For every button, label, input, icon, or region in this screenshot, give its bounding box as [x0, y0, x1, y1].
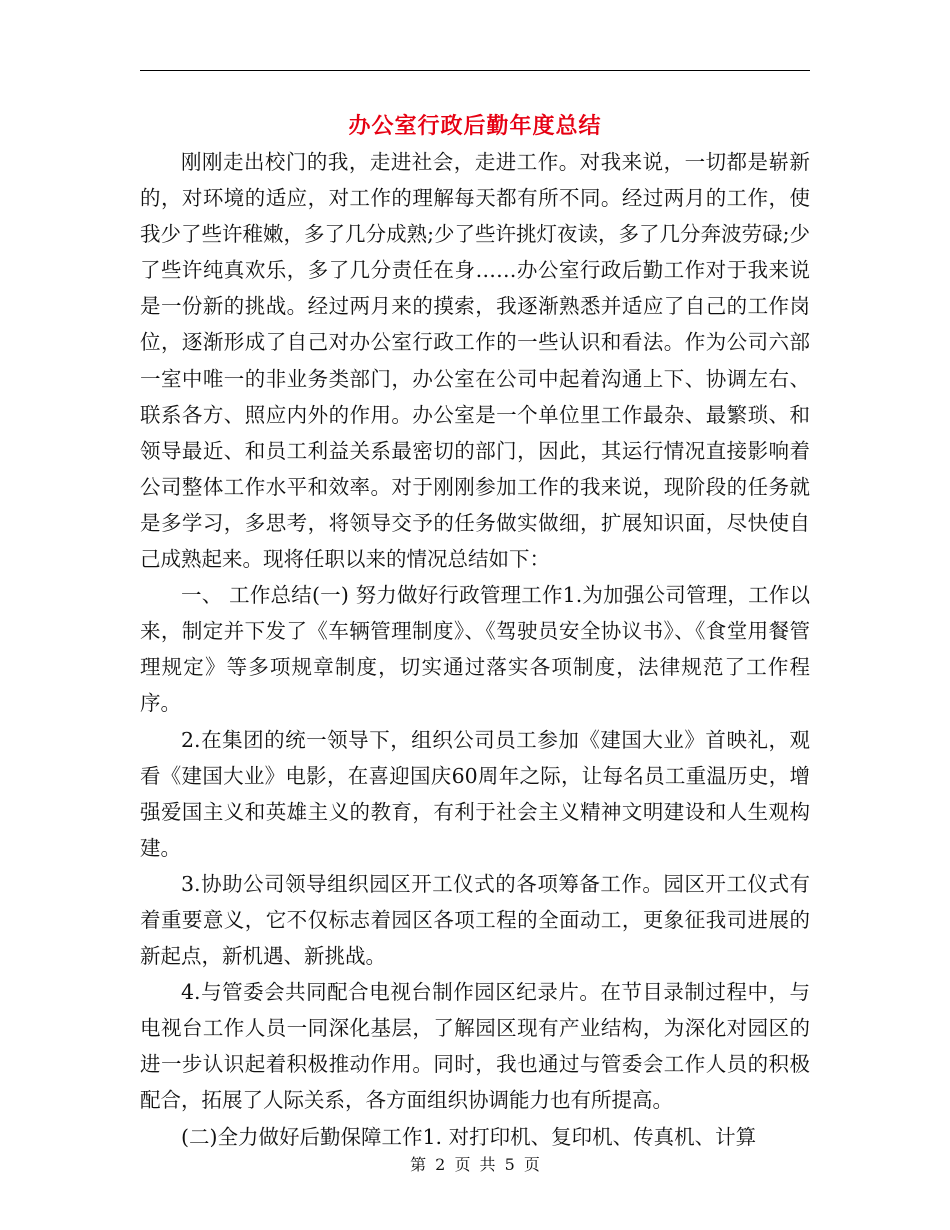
document-body [140, 144, 810, 1155]
header-rule [140, 70, 810, 71]
paragraph-section-1: 一、 工作总结(一) 努力做好行政管理工作1.为加强公司管理，工作以来，制定并下发了《车辆管理制度》、《驾驶员安全协议书》、《食堂用餐管理规定》等多项规章制度，切实通过落实各项制度，法律规范了工作程序。 [140, 583, 810, 716]
page-number-footer: 第 2 页 共 5 页 [410, 1155, 540, 1174]
paragraph-item-3: 3.协助公司领导组织园区开工仪式的各项筹备工作。园区开工仪式有着重要意义，它不仅标志着园区各项工程的全面动工，更象征我司进展的新起点，新机遇、新挑战。 [140, 871, 810, 969]
paragraph-intro: 刚刚走出校门的我，走进社会，走进工作。对我来说，一切都是崭新的，对环境的适应，对工作的理解每天都有所不同。经过两月的工作，使我少了些许稚嫩，多了几分成熟;少了些许挑灯夜读，多了几分奔波劳碌;少了些许纯真欢乐，多了几分责任在身……办公室行政后勤工作对于我来说是一份新的挑战。经过两月来的摸索，我逐渐熟悉并适应了自己的工作岗位，逐渐形成了自己对办公室行政工作的一些认识和看法。作为公司六部一室中唯一的非业务类部门，办公室在公司中起着沟通上下、协调左右、联系各方、照应内外的作用。办公室是一个单位里工作最杂、最繁琐、和领导最近、和员工利益关系最密切的部门，因此，其运行情况直接影响着公司整体工作水平和效率。对于刚刚参加工作的我来说，现阶段的任务就是多学习，多思考，将领导交予的任务做实做细，扩展知识面，尽快使自己成熟起来。现将任职以来的情况总结如下： [140, 150, 810, 572]
document-title: 办公室行政后勤年度总结 [348, 113, 602, 139]
paragraph-item-2: 2.在集团的统一领导下，组织公司员工参加《建国大业》首映礼，观看《建国大业》电影，在喜迎国庆60周年之际，让每名员工重温历史，增强爱国主义和英雄主义的教育，有利于社会主义精神文明建设和人生观构建。 [140, 727, 810, 860]
paragraph-item-4: 4.与管委会共同配合电视台制作园区纪录片。在节目录制过程中，与电视台工作人员一同深化基层，了解园区现有产业结构，为深化对园区的进一步认识起着积极推动作用。同时，我也通过与管委会工作人员的积极配合，拓展了人际关系，各方面组织协调能力也有所提高。 [140, 980, 810, 1113]
paragraph-section-2: (二)全力做好后勤保障工作1. 对打印机、复印机、传真机、计算 [181, 1124, 757, 1149]
